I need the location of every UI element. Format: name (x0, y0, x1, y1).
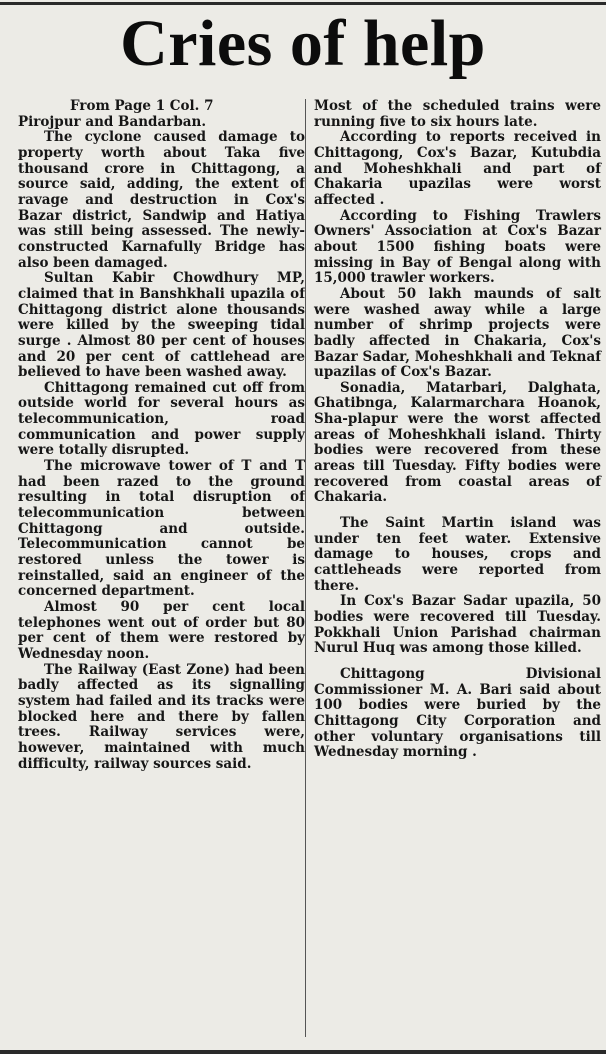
jump-line: From Page 1 Col. 7 (70, 98, 214, 114)
paragraph: About 50 lakh maunds of salt were washed away while a large number of shrimp projects were badly affected in Chakaria, Cox's Bazar Sadar, Moheshkhali and Teknaf upazilas of Cox's Bazar. (314, 285, 601, 381)
column-divider (305, 99, 306, 1037)
paragraph: According to Fishing Trawlers Owners' Association at Cox's Bazar about 1500 fishing boats were missing in Bay of Bengal along with 15,000 trawler workers. (314, 207, 601, 287)
paragraph: Chittagong Divisional Commissioner M. A. Bari said about 100 bodies were buried by the Chittagong City Corporation and other voluntary organisations till Wednesday morning . (314, 665, 601, 761)
headline: Cries of help (120, 7, 486, 80)
paragraph: Sultan Kabir Chowdhury MP, claimed that in Banshkhali upazila of Chittagong district alone thousands were killed by the sweeping tidal surge . Almost 80 per cent of houses and 20 per cent of cattlehead are believed to have been washed away. (18, 270, 305, 381)
article-column-right (314, 99, 601, 761)
paragraph: Almost 90 per cent local telephones went out of order but 80 per cent of them were restored by Wednesday noon. (18, 599, 305, 662)
bottom-rule (0, 1050, 606, 1054)
article-column-left (18, 99, 305, 772)
paragraph: According to reports received in Chittagong, Cox's Bazar, Kutubdia and Moheshkhali and part of Chakaria upazilas were worst affected . (314, 129, 601, 208)
paragraph: Pirojpur and Bandarban. (18, 113, 207, 130)
paragraph: The Saint Martin island was under ten feet water. Extensive damage to houses, crops and cattleheads were reported from there. (314, 515, 601, 594)
paragraph: The cyclone caused damage to property worth about Taka five thousand crore in Chittagong, a source said, adding, the extent of ravage and destruction in Cox's Bazar district, Sandwip and Hatiya was still being assessed. The newly-constructed Karnafully Bridge has also been damaged. (18, 129, 305, 271)
top-rule (0, 2, 606, 5)
paragraph: In Cox's Bazar Sadar upazila, 50 bodies were recovered till Tuesday. Pokkhali Union Parishad chairman Nurul Huq was among those killed. (314, 593, 601, 657)
paragraph: Most of the scheduled trains were running five to six hours late. (314, 98, 601, 130)
paragraph: Sonadia, Matarbari, Dalghata, Ghatibnga, Kalarmarchara Hoanok, Sha-plapur were the worst affected areas of Moheshkhali island. Thirty bodies were recovered from these areas till Tuesday. Fifty bodies were recovered from coastal areas of Chakaria. (314, 379, 601, 506)
paragraph: The microwave tower of T and T had been razed to the ground resulting in total disruption of telecommunication between Chittagong and outside. Telecommunication cannot be restored unless the tower is reinstalled, said an engineer of the concerned department. (18, 458, 305, 600)
paragraph: Chittagong remained cut off from outside world for several hours as telecommunication, road communication and power supply were totally disrupted. (18, 379, 305, 459)
paragraph: The Railway (East Zone) had been badly affected as its signalling system had failed and its tracks were blocked here and there by fallen trees. Railway services were, however, maintained with much difficulty, railway sources said. (18, 661, 305, 772)
